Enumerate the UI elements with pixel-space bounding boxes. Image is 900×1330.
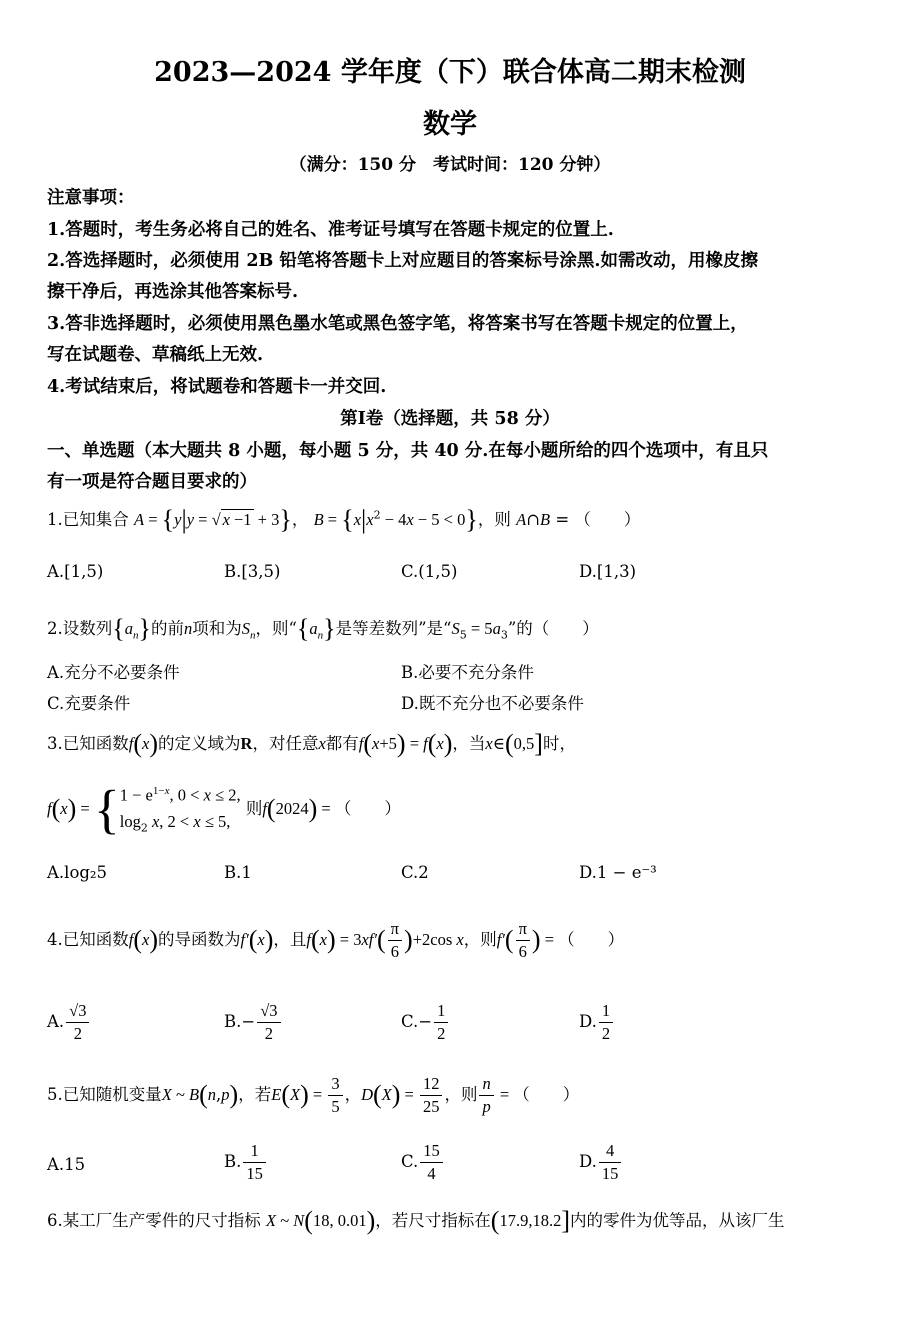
q1-stem: 1.已知集合 A = {y|y = √ x −1 + 3}， $B = \{x|x^2 - 4x - 5 < 0\}$，则 A∩B = （ ） (47, 505, 641, 534)
part1-heading: 第Ⅰ卷（选择题，共 58 分） (340, 409, 560, 429)
q1-option-c: C.(1,5) (401, 562, 458, 581)
q3-option-c: C.2 (401, 863, 429, 882)
q4-option-a: A. $\frac{√3}{2}$ (47, 1000, 91, 1045)
q1-option-d: D.[1,3) (579, 562, 637, 581)
q4-option-d: D. $\frac{1}{2}$ (579, 1000, 615, 1045)
q4-option-b: B.− $\frac{√3}{2}$ (224, 1000, 283, 1045)
q2-option-a: A.充分不必要条件 (47, 663, 180, 682)
note-3-line2: 写在试题卷、草稿纸上无效. (47, 345, 264, 365)
q4-stem: 4.已知函数f(x)的导函数为f′(x)，且f(x) = 3xf′( $\frac{\pi}{6}$ )+2cos x，则f′( $\frac{\pi}{6}$ ) = （ ） (47, 919, 625, 961)
exam-meta: （满分：150 分 考试时间：120 分钟） (289, 155, 611, 175)
q5-option-c: C. $\frac{15}{4}$ (401, 1140, 445, 1185)
section1-line2: 有一项是符合题目要求的） (47, 472, 257, 492)
q4-option-c: C.− $\frac{1}{2}$ (401, 1000, 450, 1045)
subject-title: 数学 (423, 109, 477, 140)
q5-stem: 5.已知随机变量X ~ B(n,p)，若E(X) = $\frac{3}{5}$ ，D(X) = $\frac{12}{25}$ ，则 $\frac{n}{p}$ = （ ） (47, 1074, 580, 1116)
q2-option-b: B.必要不充分条件 (401, 663, 534, 682)
q3-option-b: B.1 (224, 863, 252, 882)
q5-option-b: B. $\frac{1}{15}$ (224, 1140, 268, 1185)
q5-option-a: A.15 (47, 1155, 86, 1174)
q2-option-d: D.既不充分也不必要条件 (401, 694, 584, 713)
q3-stem-line2: $f(x) = \{1 - e^{1-x}$, 0 < x ≤ 2, $\log_2 x$, 2 < x ≤ 5, 则f(2024) = （ ） (47, 779, 401, 840)
note-2-line1: 2.答选择题时，必须使用 2B 铅笔将答题卡上对应题目的答案标号涂黑.如需改动，用橡皮擦 (47, 251, 759, 271)
note-1: 1.答题时，考生务必将自己的姓名、准考证号填写在答题卡规定的位置上. (47, 220, 614, 240)
notes-heading: 注意事项： (47, 188, 135, 208)
q2-option-c: C.充要条件 (47, 694, 131, 713)
q6-stem: 6.某工厂生产零件的尺寸指标 X ~ N(18, 0.01)，若尺寸指标在(17.9,18.2]内的零件为优等品，从该厂生 (47, 1206, 785, 1235)
note-4: 4.考试结束后，将试题卷和答题卡一并交回. (47, 377, 387, 397)
q1-option-a: A.[1,5) (47, 562, 104, 581)
note-2-line2: 擦干净后，再选涂其他答案标号. (47, 282, 299, 302)
q1-option-b: B.[3,5) (224, 562, 281, 581)
exam-title: 2023—2024 学年度（下）联合体高二期末检测 (154, 57, 746, 88)
q3-option-a: A.log₂5 (47, 863, 108, 882)
note-3-line1: 3.答非选择题时，必须使用黑色墨水笔或黑色签字笔，将答案书写在答题卡规定的位置上， (47, 314, 748, 334)
q3-option-d: D.1 − e⁻³ (579, 863, 657, 882)
q2-stem: 2.设数列$\{a_n\}$的前n项和为$S_n$，则“$\{a_n\}$是等差数列”是“$S_5 = 5a_3$”的（ ） (47, 614, 599, 643)
q3-stem-line1: 3.已知函数f(x)的定义域为R，对任意x都有f(x+5) = f(x)，当x∈(0,5]时， (47, 729, 576, 758)
section1-line1: 一、单选题（本大题共 8 小题，每小题 5 分，共 40 分.在每小题所给的四个选项中，有且只 (47, 441, 769, 461)
q5-option-d: D. $\frac{4}{15}$ (579, 1140, 623, 1185)
